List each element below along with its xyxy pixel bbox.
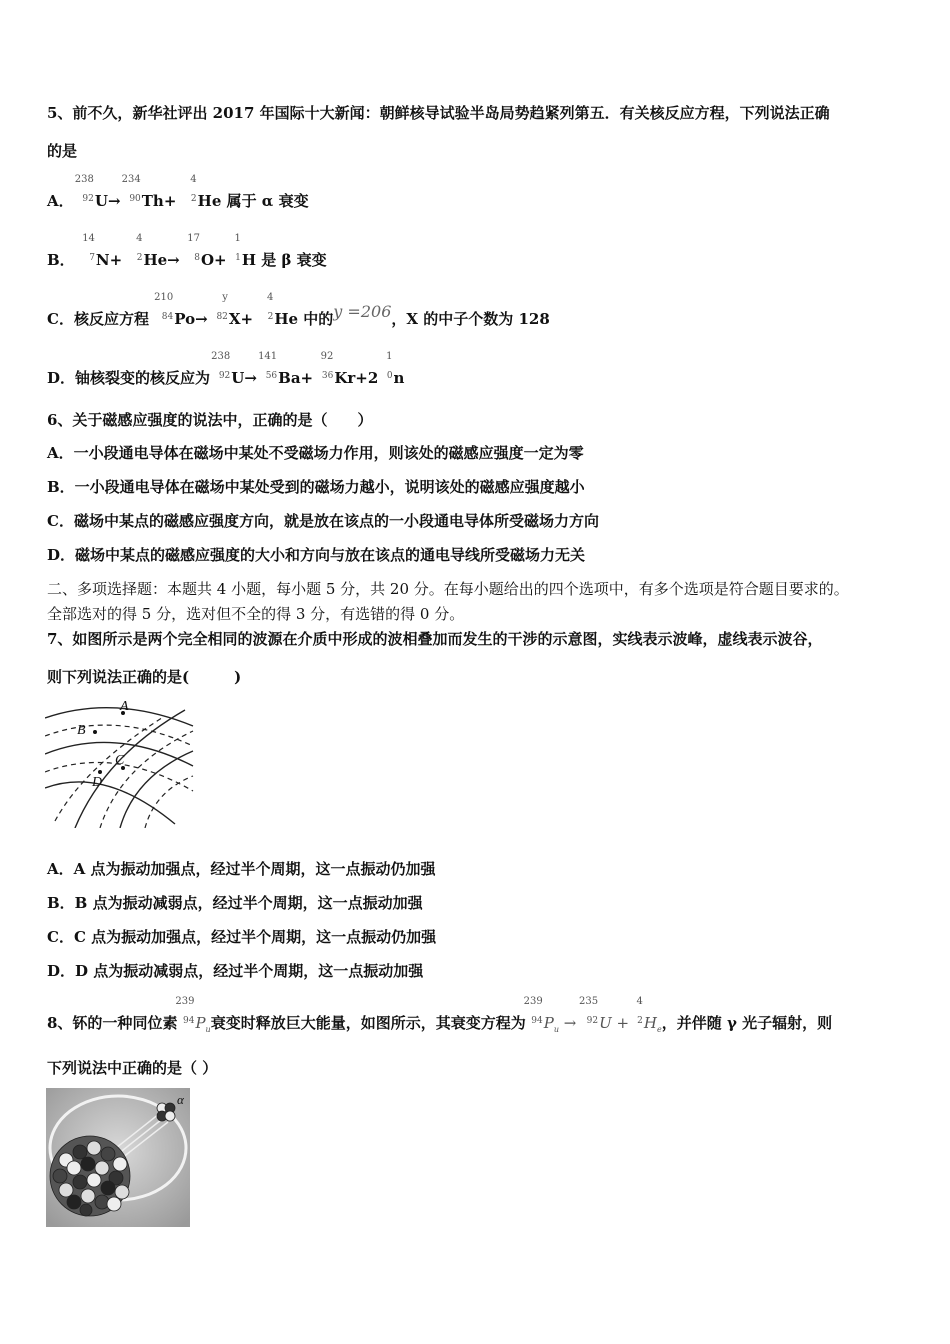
wave-interference-figure bbox=[45, 696, 195, 828]
nuclide-index: 239 94 bbox=[523, 996, 543, 1026]
q8-stem-line1: 8、钚的一种同位素 239 94 $P_u$衰变时释放巨大能量，如图所示，其衰变方程为 239 94 $P_u$ → 235 92 U + 4 2 $H_e$，并伴随 γ 光子辐射，则 bbox=[47, 996, 833, 1034]
nuclide-index: 141 56 bbox=[258, 351, 278, 381]
nuclide-index: 235 92 bbox=[579, 996, 599, 1026]
q6-option-a: A．一小段通电导体在磁场中某处不受磁场力作用，则该处的磁感应强度一定为零 bbox=[47, 444, 584, 462]
alpha-label: α bbox=[177, 1092, 184, 1107]
nucleus bbox=[50, 1136, 130, 1216]
label-c: C bbox=[115, 753, 125, 768]
decay-equation-u: U + bbox=[599, 1014, 630, 1032]
q8-stem-line2: 下列说法中正确的是（ ） bbox=[47, 1059, 218, 1077]
math-formula: y =206 bbox=[333, 302, 392, 321]
q7-stem-line1: 7、如图所示是两个完全相同的波源在介质中形成的波相叠加而发生的干涉的示意图，实线表示波峰，虚线表示波谷， bbox=[47, 630, 823, 648]
crest-line bbox=[45, 782, 175, 824]
nuclide-index: 4 2 bbox=[636, 996, 643, 1026]
nuclide-index: 238 92 bbox=[74, 174, 94, 204]
q6-option-b: B．一小段通电导体在磁场中某处受到的磁场力越小，说明该处的磁感应强度越小 bbox=[47, 478, 585, 496]
point-b bbox=[93, 730, 97, 734]
q5-stem-line2: 的是 bbox=[47, 142, 78, 160]
pu-symbol: $P_u$ bbox=[195, 1014, 211, 1034]
q5-stem-line1: 5、前不久，新华社评出 2017 年国际十大新闻：朝鲜核导试验半岛局势趋紧列第五．有关核反应方程，下列说法正确 bbox=[47, 104, 830, 122]
nuclide-index: 238 92 bbox=[211, 351, 231, 381]
option-label: A． bbox=[47, 192, 74, 210]
nuclide-index: y 82 bbox=[216, 292, 228, 322]
q6-option-c: C．磁场中某点的磁感应强度方向，就是放在该点的一小段通电导体所受磁场力方向 bbox=[47, 512, 599, 530]
q5-option-b: B． 14 7 N+ 4 2 He→ 17 8 O+ 1 1 H 是 β 衰变 bbox=[47, 233, 327, 269]
trough-line bbox=[100, 731, 193, 828]
trough-line bbox=[145, 776, 193, 828]
nuclide-index: 17 8 bbox=[187, 233, 200, 263]
q7-stem-line2: 则下列说法正确的是( ) bbox=[47, 668, 242, 686]
option-label: C． bbox=[47, 310, 74, 328]
crest-line bbox=[45, 708, 193, 726]
q5-option-d: D．铀核裂变的核反应为 238 92 U→ 141 56 Ba+ 92 36 Kr+2 1 0 n bbox=[47, 351, 405, 387]
point-d bbox=[98, 770, 102, 774]
q7-option-b: B．B 点为振动减弱点，经过半个周期，这一点振动加强 bbox=[47, 894, 423, 912]
option-label: B． bbox=[47, 251, 75, 269]
nuclide-index: 1 1 bbox=[234, 233, 241, 263]
label-b: B bbox=[77, 723, 86, 738]
nuclide-index: 234 90 bbox=[121, 174, 141, 204]
crest-line bbox=[120, 751, 193, 828]
decay-equation: $P_u$ → bbox=[543, 1014, 577, 1034]
q5-option-c: C．核反应方程 210 84 Po→ y 82 X+ 4 2 He 中的y =206，X 的中子个数为 128 bbox=[47, 292, 550, 328]
nuclide-index: 14 7 bbox=[82, 233, 95, 263]
label-d: D bbox=[92, 775, 103, 790]
nucleus-alpha-decay-figure bbox=[46, 1088, 190, 1227]
section2-heading-line1: 二、多项选择题：本题共 4 小题，每小题 5 分，共 20 分。在每小题给出的四个选项中，有多个选项是符合题目要求的。 bbox=[47, 580, 849, 598]
nuclide-index: 4 2 bbox=[136, 233, 143, 263]
nuclide-index: 1 0 bbox=[386, 351, 393, 381]
nuclide-index: 210 84 bbox=[154, 292, 174, 322]
q7-option-d: D．D 点为振动减弱点，经过半个周期，这一点振动加强 bbox=[47, 962, 424, 980]
nuclide-index: 239 94 bbox=[175, 996, 195, 1026]
nuclide-index: 4 2 bbox=[266, 292, 274, 322]
decay-equation-he: $H_e$ bbox=[643, 1014, 662, 1034]
q7-option-a: A．A 点为振动加强点，经过半个周期，这一点振动仍加强 bbox=[47, 860, 436, 878]
q6-stem: 6、关于磁感应强度的说法中，正确的是（ ） bbox=[47, 411, 373, 429]
label-a: A bbox=[120, 699, 129, 714]
crest-line bbox=[75, 710, 185, 828]
nuclide-index: 4 2 bbox=[190, 174, 197, 204]
q6-option-d: D．磁场中某点的磁感应强度的大小和方向与放在该点的通电导线所受磁场力无关 bbox=[47, 546, 586, 564]
section2-heading-line2: 全部选对的得 5 分，选对但不全的得 3 分，有选错的得 0 分。 bbox=[47, 605, 465, 623]
q5-option-a: A． 238 92 U→ 234 90 Th+ 4 2 He 属于 α 衰变 bbox=[47, 174, 309, 210]
nuclide-index: 92 36 bbox=[320, 351, 334, 381]
option-label: D． bbox=[47, 369, 76, 387]
q7-option-c: C．C 点为振动加强点，经过半个周期，这一点振动仍加强 bbox=[47, 928, 437, 946]
